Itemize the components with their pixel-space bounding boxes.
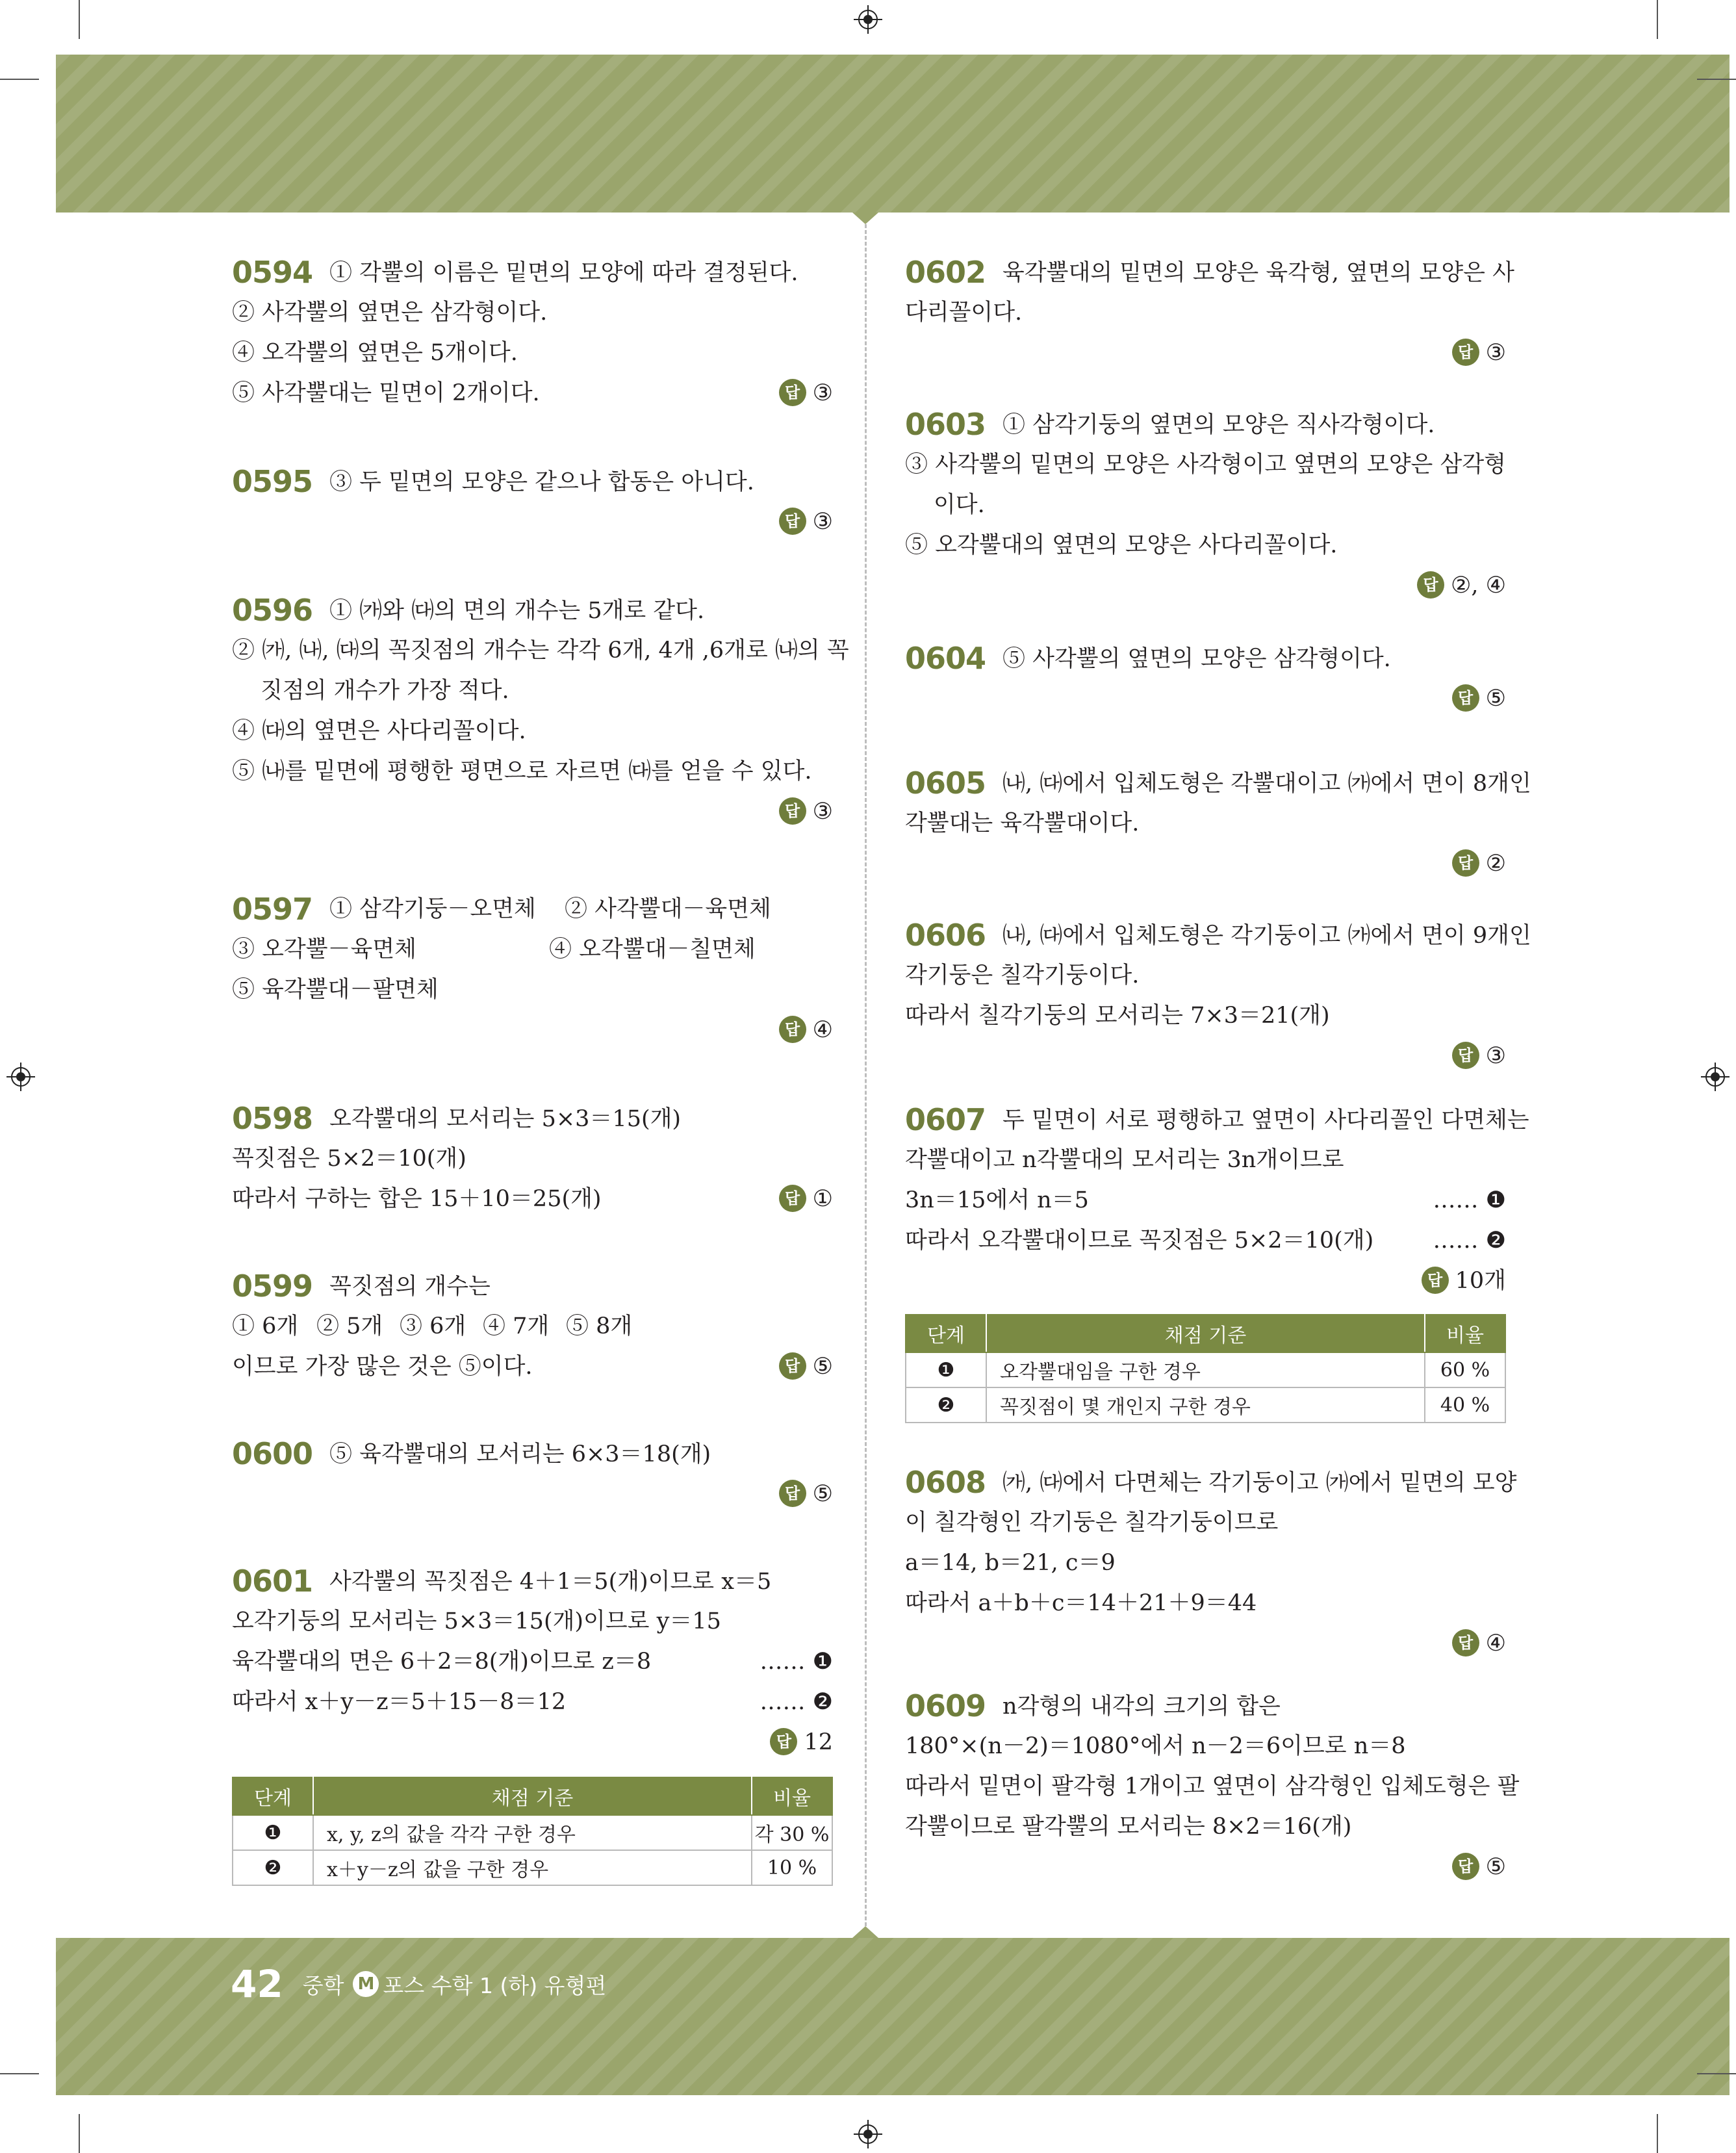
problem-number: 0602: [905, 255, 986, 290]
solution-line: 이다.: [934, 492, 985, 518]
book-title-text: 포스 수학 1 (하) 유형편: [383, 1972, 607, 1998]
table-cell: 꼭짓점이 몇 개인지 구한 경우: [986, 1387, 1425, 1423]
answer-badge: 답: [779, 797, 806, 825]
table-row: [233, 1815, 832, 1850]
answer-badge: 답: [1417, 571, 1444, 599]
problem-number: 0605: [905, 766, 986, 801]
header-band: [56, 55, 1730, 213]
choice-item: ④ 오각뿔대－칠면체: [549, 936, 756, 962]
solution-0594: [232, 252, 833, 413]
solution-line: 꼭짓점의 개수는: [329, 1274, 491, 1300]
solution-line: 이 칠각형인 각기둥은 칠각기둥이므로: [905, 1510, 1279, 1536]
step-marker: …… ❶: [760, 1649, 833, 1675]
answer-badge: 답: [770, 1728, 797, 1755]
answer-badge: 답: [1452, 1629, 1479, 1657]
solution-line: ⑤ 육각뿔대의 모서리는 6×3＝18(개): [329, 1441, 711, 1467]
answer-badge: 답: [1452, 849, 1479, 877]
solution-0595: [232, 461, 833, 542]
solution-line: 짓점의 개수가 가장 적다.: [261, 678, 509, 704]
solution-0603: [905, 404, 1506, 606]
solution-line: ⑤ 오각뿔대의 옆면의 모양은 사다리꼴이다.: [905, 532, 1338, 558]
book-title: [303, 1969, 607, 2000]
solution-line: ㈏, ㈐에서 입체도형은 각뿔대이고 ㈎에서 면이 8개인: [1002, 771, 1531, 797]
table-cell: ❶: [906, 1352, 986, 1387]
choice-item: ① 삼각기둥－오면체: [329, 896, 536, 922]
table-header: 비율: [1425, 1315, 1505, 1352]
table-cell: x＋y－z의 값을 구한 경우: [313, 1850, 752, 1885]
solution-0604: [905, 638, 1506, 719]
choice-item: ② 사각뿔대－육면체: [565, 896, 771, 922]
problem-number: 0607: [905, 1102, 986, 1137]
solution-line: 각뿔대는 육각뿔대이다.: [905, 810, 1140, 836]
m-logo-icon: M: [353, 1971, 379, 1997]
solution-line: ④ ㈐의 옆면은 사다리꼴이다.: [232, 718, 526, 744]
choice-item: ③ 6개: [400, 1313, 466, 1339]
table-cell: 오각뿔대임을 구한 경우: [986, 1352, 1425, 1387]
problem-number: 0594: [232, 255, 313, 290]
choice-item: ③ 오각뿔－육면체: [232, 936, 416, 962]
answer: 답 ⑤: [905, 1847, 1506, 1887]
choice-item: ⑤ 8개: [566, 1313, 633, 1339]
book-title-prefix: 중학: [302, 1972, 344, 1998]
solution-line: ⑤ ㈏를 밑면에 평행한 평면으로 자르면 ㈐를 얻을 수 있다.: [232, 758, 812, 784]
page-number: 42: [231, 1962, 283, 2006]
answer-badge: 답: [1452, 1853, 1479, 1880]
page-footer: [231, 1961, 606, 2007]
solution-line: 따라서 구하는 합은 15＋10＝25(개) 답 ①: [232, 1179, 833, 1219]
table-header-row: [233, 1777, 832, 1815]
solution-line: 따라서 오각뿔대이므로 꼭짓점은 5×2＝10(개) …… ❷: [905, 1220, 1506, 1261]
solution-line: 각뿔이므로 팔각뿔의 모서리는 8×2＝16(개): [905, 1814, 1352, 1840]
solution-line: 육각뿔대의 면은 6＋2＝8(개)이므로 z＝8 …… ❶: [232, 1642, 833, 1682]
problem-number: 0596: [232, 593, 313, 628]
crop-mark: [0, 2073, 39, 2074]
problem-number: 0598: [232, 1101, 313, 1136]
solution-0605: [905, 763, 1531, 884]
answer-badge: 답: [1452, 684, 1479, 712]
problem-number: 0599: [232, 1269, 313, 1304]
answer: 답 ④: [232, 1010, 833, 1050]
table-header: 채점 기준: [313, 1777, 752, 1815]
solution-0607: [905, 1100, 1529, 1419]
solution-0599: [232, 1266, 833, 1387]
solution-line: 각뿔대이고 n각뿔대의 모서리는 3n개이므로: [905, 1147, 1344, 1173]
answer: 답 ③: [232, 792, 833, 832]
solution-0609: [905, 1686, 1520, 1887]
solution-line: 사각뿔의 꼭짓점은 4＋1＝5(개)이므로 x＝5: [329, 1569, 772, 1595]
answer: 답 ⑤: [232, 1474, 833, 1514]
answer-badge: 답: [779, 1185, 806, 1212]
solution-line: a＝14, b＝21, c＝9: [905, 1550, 1116, 1576]
solution-0598: [232, 1098, 833, 1219]
scoring-table: [905, 1314, 1506, 1423]
solution-line: 꼭짓점은 5×2＝10(개): [232, 1146, 466, 1172]
problem-number: 0606: [905, 918, 986, 953]
problem-number: 0604: [905, 641, 986, 676]
crop-mark: [1657, 2114, 1658, 2153]
crop-mark: [79, 0, 80, 39]
registration-mark-icon: [854, 5, 882, 34]
crop-mark: [1657, 0, 1658, 39]
solution-line: n각형의 내각의 크기의 합은: [1002, 1694, 1281, 1720]
solution-line: ③ 두 밑면의 모양은 같으나 합동은 아니다.: [329, 469, 754, 495]
answer-badge: 답: [779, 508, 806, 535]
solution-0602: [905, 252, 1514, 373]
solution-line: 180°×(n－2)＝1080°에서 n－2＝6이므로 n＝8: [905, 1733, 1406, 1759]
table-cell: 40 %: [1425, 1387, 1505, 1423]
solution-line: ① 각뿔의 이름은 밑면의 모양에 따라 결정된다.: [329, 260, 798, 286]
solution-line: ② ㈎, ㈏, ㈐의 꼭짓점의 개수는 각각 6개, 4개 ,6개로 ㈏의 꼭: [232, 638, 849, 664]
step-marker: …… ❶: [1433, 1187, 1506, 1213]
solution-line: ② 사각뿔의 옆면은 삼각형이다.: [232, 300, 548, 326]
solution-line: 따라서 칠각기둥의 모서리는 7×3＝21(개): [905, 1003, 1330, 1029]
table-cell: 60 %: [1425, 1352, 1505, 1387]
answer: 답 ④: [905, 1623, 1506, 1664]
crop-mark: [1697, 79, 1736, 80]
solution-0600: [232, 1434, 833, 1514]
crop-mark: [79, 2114, 80, 2153]
choice-item: ① 6개: [232, 1313, 299, 1339]
table-cell: ❶: [233, 1815, 313, 1850]
table-header: 채점 기준: [986, 1315, 1425, 1352]
step-marker: …… ❷: [1433, 1228, 1506, 1254]
solution-line: 3n＝15에서 n＝5 …… ❶: [905, 1180, 1506, 1220]
problem-number: 0597: [232, 892, 313, 927]
solution-line: ⑤ 사각뿔대는 밑면이 2개이다. 답 ③: [232, 373, 833, 413]
table-row: [906, 1352, 1505, 1387]
solution-line: 따라서 a＋b＋c＝14＋21＋9＝44: [905, 1590, 1257, 1616]
answer-badge: 답: [1452, 1042, 1479, 1069]
solution-line: ㈎, ㈐에서 다면체는 각기둥이고 ㈎에서 밑면의 모양: [1002, 1470, 1517, 1496]
solution-line: 다리꼴이다.: [905, 300, 1023, 326]
solution-line: 따라서 밑면이 팔각형 1개이고 옆면이 삼각형인 입체도형은 팔: [905, 1773, 1520, 1799]
solution-0608: [905, 1462, 1517, 1664]
problem-number: 0601: [232, 1564, 313, 1599]
solution-line: ⑤ 사각뿔의 옆면의 모양은 삼각형이다.: [1002, 646, 1391, 672]
solution-0601: [232, 1561, 833, 1881]
answer-badge: 답: [779, 379, 806, 406]
problem-number: 0603: [905, 407, 986, 442]
crop-mark: [1697, 2073, 1736, 2074]
table-cell: ❷: [906, 1387, 986, 1423]
solution-line: ④ 오각뿔의 옆면은 5개이다.: [232, 340, 518, 366]
solution-line: ① 삼각기둥의 옆면의 모양은 직사각형이다.: [1002, 412, 1435, 438]
answer: 답 ③: [905, 1036, 1506, 1076]
table-header: 비율: [752, 1777, 832, 1815]
table-header: 단계: [233, 1777, 313, 1815]
answer-badge: 답: [779, 1352, 806, 1380]
solution-line: 따라서 x＋y－z＝5＋15－8＝12 …… ❷: [232, 1682, 833, 1722]
table-cell: 각 30 %: [752, 1815, 832, 1850]
solution-line: ① ㈎와 ㈐의 면의 개수는 5개로 같다.: [329, 598, 705, 624]
answer: 답 10개: [905, 1261, 1506, 1301]
table-row: [233, 1850, 832, 1885]
table-cell: 10 %: [752, 1850, 832, 1885]
solution-line: ③ 사각뿔의 밑면의 모양은 사각형이고 옆면의 모양은 삼각형: [905, 452, 1506, 478]
solution-line: ㈏, ㈐에서 입체도형은 각기둥이고 ㈎에서 면이 9개인: [1002, 923, 1531, 949]
problem-number: 0608: [905, 1465, 986, 1500]
table-header: 단계: [906, 1315, 986, 1352]
answer-badge: 답: [779, 1016, 806, 1043]
solution-line: 이므로 가장 많은 것은 ⑤이다. 답 ⑤: [232, 1347, 833, 1387]
solution-line: 육각뿔대의 밑면의 모양은 육각형, 옆면의 모양은 사: [1002, 260, 1514, 286]
crop-mark: [0, 79, 39, 80]
answer: 답 ①: [779, 1179, 833, 1219]
table-cell: ❷: [233, 1850, 313, 1885]
answer: 답 ⑤: [779, 1347, 833, 1387]
table-header-row: [906, 1315, 1505, 1352]
solution-line: 두 밑면이 서로 평행하고 옆면이 사다리꼴인 다면체는: [1002, 1107, 1529, 1133]
choice-item: ④ 7개: [483, 1313, 550, 1339]
solution-0596: [232, 590, 849, 832]
problem-number: 0600: [232, 1436, 313, 1471]
solution-line: 각기둥은 칠각기둥이다.: [905, 962, 1140, 988]
choice-item: ② 5개: [316, 1313, 383, 1339]
problem-number: 0595: [232, 464, 313, 499]
answer: 답 ②, ④: [905, 565, 1506, 606]
registration-mark-icon: [854, 2120, 882, 2148]
answer: 답 12: [232, 1722, 833, 1762]
answer: 답 ⑤: [905, 678, 1506, 719]
footer-notch: [852, 1926, 878, 1938]
step-marker: …… ❷: [760, 1689, 833, 1715]
problem-number: 0609: [905, 1688, 986, 1723]
solution-0597: [232, 889, 833, 1050]
registration-mark-icon: [6, 1063, 35, 1091]
answer-badge: 답: [779, 1480, 806, 1507]
solution-line: 오각기둥의 모서리는 5×3＝15(개)이므로 y＝15: [232, 1608, 721, 1634]
solution-line: 오각뿔대의 모서리는 5×3＝15(개): [329, 1106, 682, 1132]
column-divider: [865, 224, 867, 1926]
table-row: [906, 1387, 1505, 1423]
answer: 답 ③: [905, 333, 1506, 373]
answer-badge: 답: [1422, 1267, 1449, 1294]
header-notch: [852, 213, 878, 224]
answer: 답 ③: [779, 373, 833, 413]
answer: 답 ②: [905, 844, 1506, 884]
solution-0606: [905, 915, 1531, 1076]
table-cell: x, y, z의 값을 각각 구한 경우: [313, 1815, 752, 1850]
answer: 답 ③: [232, 502, 833, 542]
scoring-table: [232, 1777, 833, 1886]
choice-item: ⑤ 육각뿔대－팔면체: [232, 977, 439, 1003]
registration-mark-icon: [1701, 1063, 1730, 1091]
answer-badge: 답: [1452, 339, 1479, 366]
